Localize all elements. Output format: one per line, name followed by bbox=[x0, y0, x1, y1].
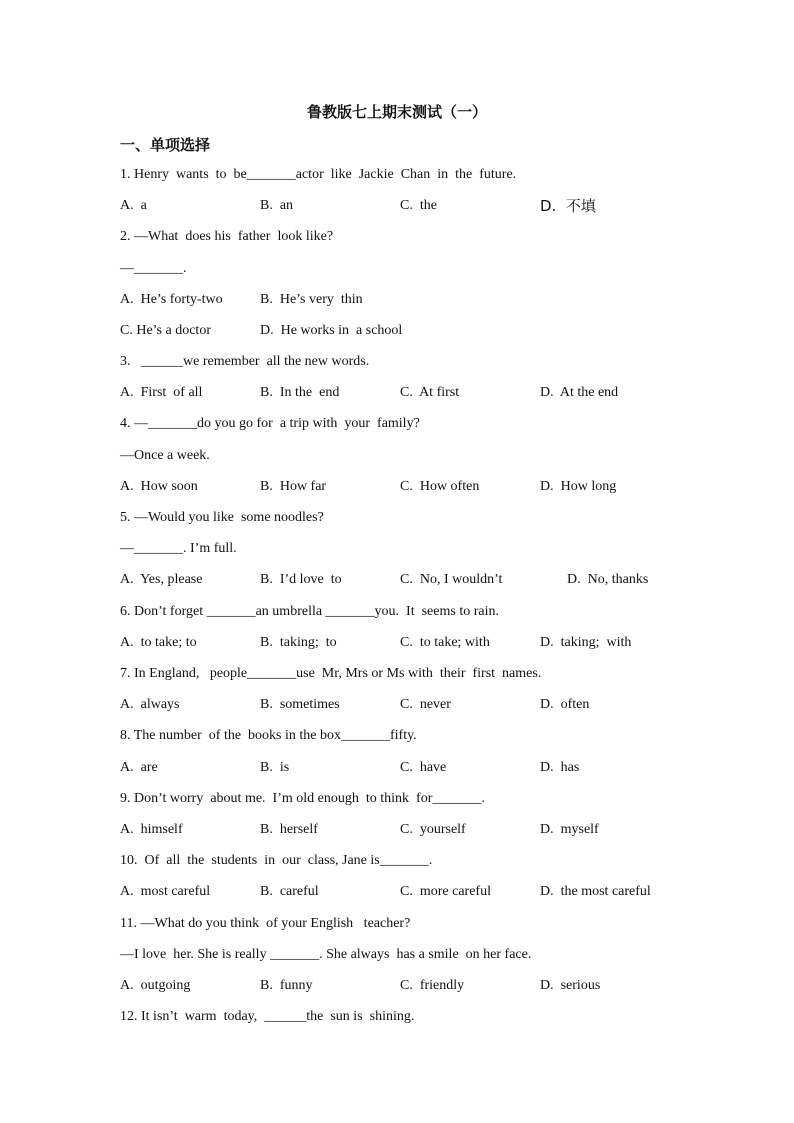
question-3-options bbox=[120, 384, 720, 402]
option-b: B. taking; to bbox=[260, 635, 337, 650]
option-c: C. yourself bbox=[400, 822, 466, 837]
option-a: A. always bbox=[120, 697, 180, 712]
option-a: A. He’s forty-two bbox=[120, 292, 223, 307]
option-d: D. At the end bbox=[540, 385, 619, 400]
option-c: C. At first bbox=[400, 385, 460, 400]
option-a: A. First of all bbox=[120, 385, 203, 400]
question-5-options bbox=[120, 571, 720, 589]
option-c: C. friendly bbox=[400, 978, 465, 993]
question-8-options bbox=[120, 759, 720, 777]
option-c: C. to take; with bbox=[400, 635, 490, 650]
option-c: C. He’s a doctor bbox=[120, 323, 211, 338]
option-a: A. are bbox=[120, 760, 158, 775]
option-c: C. No, I wouldn’t bbox=[400, 572, 503, 587]
question-11-reply: —I love her. She is really _______. She always has a smile on her face. bbox=[120, 947, 532, 962]
page-title: 鲁教版七上期末测试（一） bbox=[306, 103, 487, 121]
option-a: A. most careful bbox=[120, 884, 211, 899]
question-4-reply: —Once a week. bbox=[120, 448, 210, 463]
option-d: D. the most careful bbox=[540, 884, 651, 899]
option-b: B. funny bbox=[260, 978, 313, 993]
option-b: B. In the end bbox=[260, 385, 340, 400]
question-2-options-row-1 bbox=[120, 291, 720, 309]
option-c: C. never bbox=[400, 697, 451, 712]
option-a: A. a bbox=[120, 198, 147, 213]
question-7-options bbox=[120, 696, 720, 714]
option-a: A. outgoing bbox=[120, 978, 191, 993]
question-5-reply: —_______. I’m full. bbox=[120, 541, 237, 556]
question-10-stem: 10. Of all the students in our class, Jane is_______. bbox=[120, 853, 433, 868]
option-d: D. myself bbox=[540, 822, 599, 837]
question-7-stem: 7. In England, people_______use Mr, Mrs or Ms with their first names. bbox=[120, 666, 542, 681]
option-d: D. taking; with bbox=[540, 635, 632, 650]
question-6-options bbox=[120, 634, 720, 652]
question-4-stem: 4. —_______do you go for a trip with your family? bbox=[120, 416, 420, 431]
option-d: D. has bbox=[540, 760, 580, 775]
option-b: B. He’s very thin bbox=[260, 292, 363, 307]
question-9-options bbox=[120, 821, 720, 839]
section-heading: 一、单项选择 bbox=[120, 136, 211, 154]
option-b: B. an bbox=[260, 198, 294, 213]
option-d: D. serious bbox=[540, 978, 601, 993]
question-2-stem: 2. —What does his father look like? bbox=[120, 229, 334, 244]
option-b: B. is bbox=[260, 760, 290, 775]
option-a: A. himself bbox=[120, 822, 183, 837]
question-9-stem: 9. Don’t worry about me. I’m old enough to think for_______. bbox=[120, 791, 485, 806]
option-c: C. How often bbox=[400, 479, 480, 494]
question-10-options bbox=[120, 883, 720, 901]
option-b: B. I’d love to bbox=[260, 572, 342, 587]
question-4-options bbox=[120, 478, 720, 496]
question-11-options bbox=[120, 977, 720, 995]
question-1-options bbox=[120, 197, 720, 215]
question-8-stem: 8. The number of the books in the box_______fifty. bbox=[120, 728, 417, 743]
option-c: C. the bbox=[400, 198, 437, 213]
question-12-stem: 12. It isn’t warm today, ______the sun is shining. bbox=[120, 1009, 415, 1024]
question-5-stem: 5. —Would you like some noodles? bbox=[120, 510, 324, 525]
option-d: D. often bbox=[540, 697, 590, 712]
option-a: A. to take; to bbox=[120, 635, 197, 650]
question-11-stem: 11. —What do you think of your English teacher? bbox=[120, 916, 411, 931]
option-b: B. How far bbox=[260, 479, 327, 494]
option-c: C. more careful bbox=[400, 884, 491, 899]
question-3-stem: 3. ______we remember all the new words. bbox=[120, 354, 370, 369]
option-d: D. How long bbox=[540, 479, 617, 494]
option-a: A. Yes, please bbox=[120, 572, 203, 587]
option-d: D. No, thanks bbox=[567, 572, 649, 587]
option-c: C. have bbox=[400, 760, 447, 775]
option-b: B. herself bbox=[260, 822, 318, 837]
option-a: A. How soon bbox=[120, 479, 198, 494]
question-2-reply: —_______. bbox=[120, 261, 187, 276]
option-b: B. careful bbox=[260, 884, 319, 899]
question-6-stem: 6. Don’t forget _______an umbrella _______you. It seems to rain. bbox=[120, 604, 499, 619]
question-2-options-row-2 bbox=[120, 322, 720, 340]
option-d: D. 不填 bbox=[540, 197, 596, 215]
option-b: B. sometimes bbox=[260, 697, 340, 712]
option-d: D. He works in a school bbox=[260, 323, 403, 338]
question-1-stem: 1. Henry wants to be_______actor like Jackie Chan in the future. bbox=[120, 167, 517, 182]
